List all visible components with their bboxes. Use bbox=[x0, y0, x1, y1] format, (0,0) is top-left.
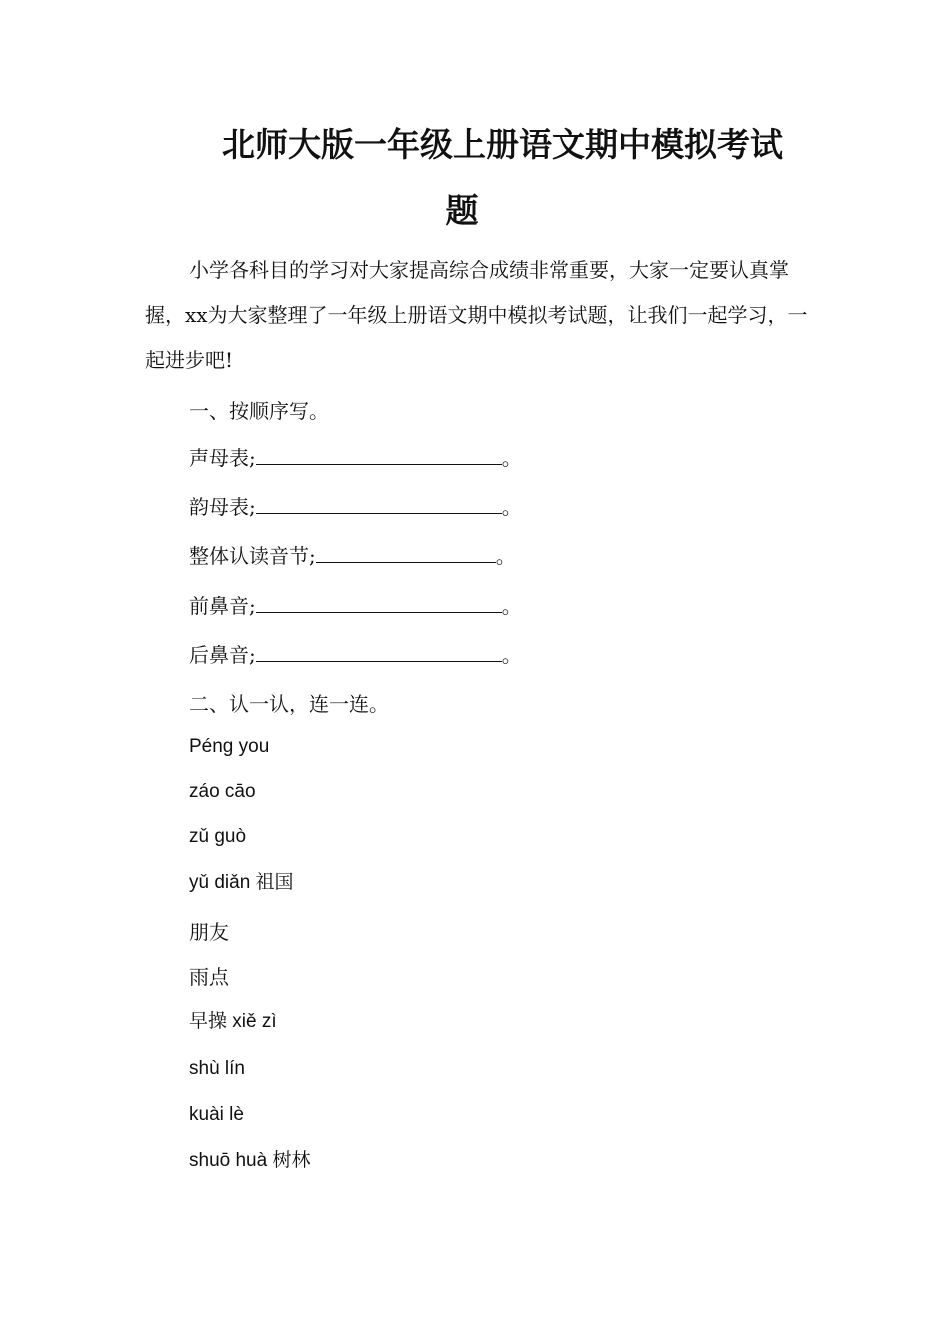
fill-item-end: 。 bbox=[501, 594, 522, 618]
answer-blank[interactable] bbox=[316, 542, 496, 563]
section-1-heading: 一、按顺序写。 bbox=[189, 399, 329, 423]
section-2-heading: 二、认一认，连一连。 bbox=[189, 692, 389, 716]
fill-item-initials bbox=[189, 443, 522, 473]
match-line: kuài lè bbox=[189, 1104, 244, 1125]
title-line-1: 北师大版一年级上册语文期中模拟考试 bbox=[222, 125, 783, 164]
answer-blank[interactable] bbox=[256, 641, 502, 662]
fill-item-label: 整体认读音节; bbox=[189, 544, 316, 568]
match-line: Péng you bbox=[189, 736, 270, 757]
answer-blank[interactable] bbox=[256, 493, 502, 514]
match-line: yǔ diǎn 祖国 bbox=[189, 872, 294, 893]
intro-paragraph: 小学各科目的学习对大家提高综合成绩非常重要，大家一定要认真掌握，xx为大家整理了一年级上册语文期中模拟考试题，让我们一起学习，一起进步吧! bbox=[145, 258, 808, 372]
match-line: 雨点 bbox=[189, 965, 229, 989]
fill-item-back-nasal bbox=[189, 640, 522, 670]
fill-item-finals bbox=[189, 492, 522, 522]
fill-item-end: 。 bbox=[501, 643, 522, 667]
fill-item-end: 。 bbox=[495, 544, 516, 568]
fill-item-label: 声母表; bbox=[189, 446, 256, 470]
match-line: 早操 xiě zì bbox=[189, 1011, 277, 1032]
match-line: shù lín bbox=[189, 1058, 245, 1079]
answer-blank[interactable] bbox=[256, 444, 502, 465]
answer-blank[interactable] bbox=[256, 592, 502, 613]
match-line: 朋友 bbox=[189, 920, 229, 944]
fill-item-end: 。 bbox=[501, 495, 522, 519]
document-title bbox=[222, 112, 802, 244]
fill-item-end: 。 bbox=[501, 446, 522, 470]
fill-item-whole-syllables bbox=[189, 541, 516, 571]
match-line: shuō huà 树林 bbox=[189, 1150, 311, 1171]
fill-item-label: 后鼻音; bbox=[189, 643, 256, 667]
fill-item-label: 韵母表; bbox=[189, 495, 256, 519]
match-line: záo cāo bbox=[189, 781, 256, 802]
match-line: zǔ guò bbox=[189, 826, 247, 847]
fill-item-front-nasal bbox=[189, 591, 522, 621]
fill-item-label: 前鼻音; bbox=[189, 594, 256, 618]
title-line-2: 题 bbox=[445, 191, 479, 230]
